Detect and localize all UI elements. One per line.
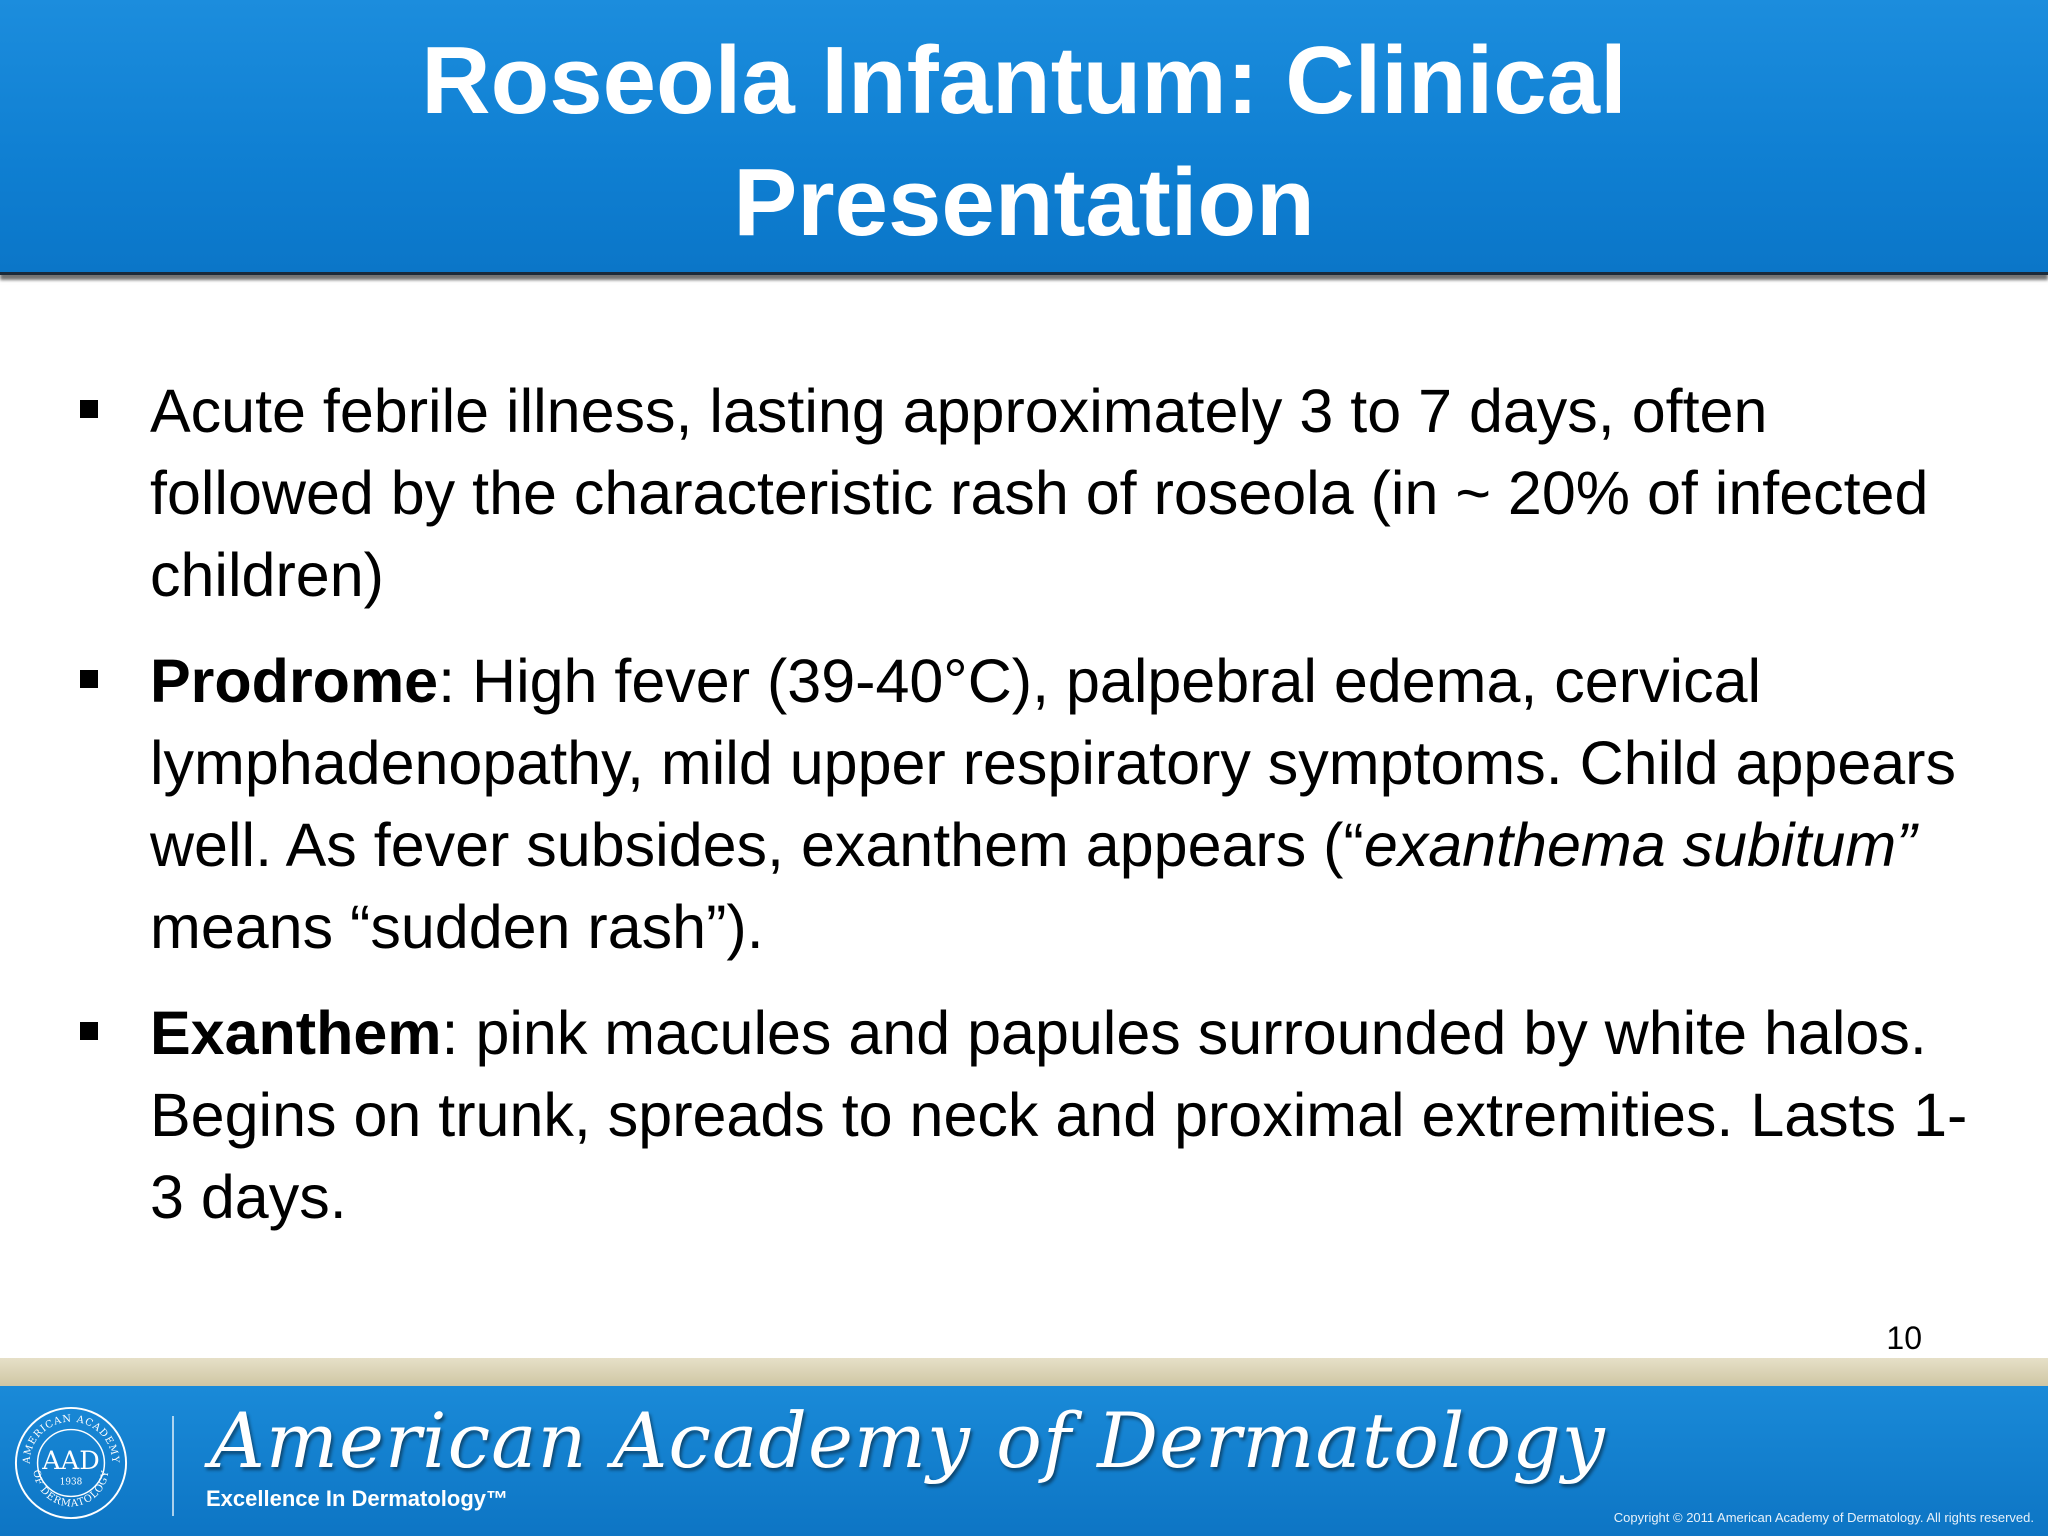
square-bullet-icon <box>80 1022 98 1040</box>
page-number: 10 <box>1886 1320 1922 1356</box>
svg-text:AAD: AAD <box>42 1445 100 1476</box>
bullet-text-after: means “sudden rash”). <box>150 893 764 961</box>
organization-name: American Academy of Dermatology <box>210 1396 1606 1485</box>
bullet-text: : High fever (39-40°C), palpebral edema, cervical lymphadenopathy, mild upper respiratory symptoms. Child appears well. As fever subsides, exanthem appears (“ <box>150 647 1956 879</box>
title-bar <box>0 0 2048 275</box>
bullet-term: Prodrome <box>150 647 439 715</box>
aad-seal-logo <box>12 1404 130 1522</box>
square-bullet-icon <box>80 670 98 688</box>
slide-title <box>180 20 1868 264</box>
footer-bar <box>0 1386 2048 1536</box>
bullet-item <box>150 640 1970 968</box>
bullet-item <box>150 370 1970 616</box>
svg-text:1938: 1938 <box>59 1477 83 1488</box>
copyright-notice: Copyright © 2011 American Academy of Dermatology. All rights reserved. <box>1613 1510 2034 1525</box>
svg-text:AMERICAN ACADEMY: AMERICAN ACADEMY <box>21 1413 121 1465</box>
slide-title-line-2: Presentation <box>733 149 1315 256</box>
bullet-italic-phrase: exanthema subitum” <box>1363 811 1917 879</box>
svg-text:OF DERMATOLOGY: OF DERMATOLOGY <box>30 1469 112 1510</box>
bullet-term: Exanthem <box>150 999 442 1067</box>
footer-divider <box>172 1416 174 1516</box>
slide-title-line-1: Roseola Infantum: Clinical <box>421 27 1627 134</box>
bullet-text: : pink macules and papules surrounded by white halos. Begins on trunk, spreads to neck and proximal extremities. Lasts 1-3 days. <box>150 999 1968 1231</box>
bullet-text: Acute febrile illness, lasting approximately 3 to 7 days, often followed by the characteristic rash of roseola (in ~ 20% of infected children) <box>150 377 1929 609</box>
tagline: Excellence In Dermatology™ <box>206 1486 508 1511</box>
bullet-item <box>150 992 1970 1238</box>
footer-accent-stripe <box>0 1358 2048 1386</box>
bullet-list <box>0 370 2048 1262</box>
square-bullet-icon <box>80 400 98 418</box>
